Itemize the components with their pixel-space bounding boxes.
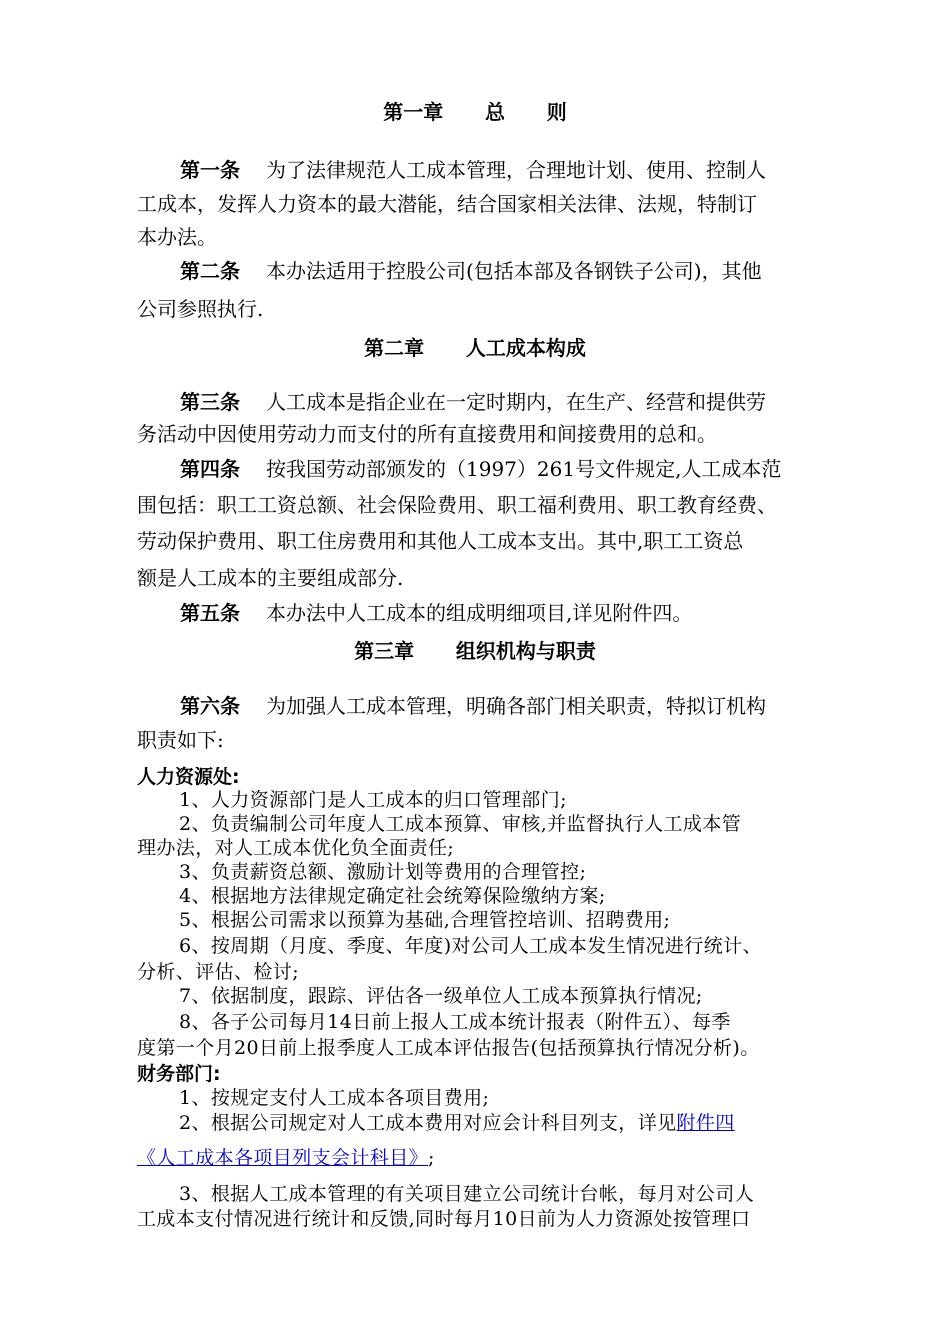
article-3-line-1: 第三条 人工成本是指企业在一定时期内，在生产、经营和提供劳 <box>180 390 766 414</box>
finance-item-1: 1、按规定支付人工成本各项目费用; <box>179 1087 490 1109</box>
hr-heading: 人力资源处: <box>137 766 240 788</box>
hr-item-7: 7、依据制度，跟踪、评估各一级单位人工成本预算执行情况; <box>179 985 703 1007</box>
article-3-label: 第三条 <box>180 390 240 414</box>
article-5-label: 第五条 <box>180 601 240 625</box>
finance-item-2-line-1: 2、根据公司规定对人工成本费用对应会计科目列支，详见附件四 <box>179 1112 735 1134</box>
hr-item-8-line-2: 度第一个月20日前上报季度人工成本评估报告(包括预算执行情况分析)。 <box>137 1037 760 1059</box>
article-6-line-1: 第六条 为加强人工成本管理，明确各部门相关职责，特拟订机构 <box>180 694 766 718</box>
hr-item-6-line-2: 分析、评估、检讨; <box>137 961 300 983</box>
chapter-3-title: 第三章 组织机构与职责 <box>354 639 596 663</box>
appendix-4-link[interactable]: 附件四 <box>676 1112 735 1134</box>
article-2-line-1: 第二条 本办法适用于控股公司(包括本部及各钢铁子公司)，其他 <box>180 259 762 283</box>
appendix-4-title-link[interactable]: 《人工成本各项目列支会计科目》 <box>137 1147 429 1169</box>
finance-item-2-line-2: 《人工成本各项目列支会计科目》; <box>137 1147 435 1169</box>
article-1-line-2: 工成本，发挥人力资本的最大潜能，结合国家相关法律、法规，特制订 <box>137 192 757 216</box>
hr-item-4: 4、根据地方法律规定确定社会统筹保险缴纳方案; <box>179 885 606 907</box>
finance-item-3-line-1: 3、根据人工成本管理的有关项目建立公司统计台帐，每月对公司人 <box>179 1183 755 1205</box>
hr-item-8-line-1: 8、各子公司每月14日前上报人工成本统计报表（附件五）、每季 <box>179 1011 731 1033</box>
hr-item-6-line-1: 6、按周期（月度、季度、年度)对公司人工成本发生情况进行统计、 <box>179 935 762 957</box>
article-3-line-2: 务活动中因使用劳动力而支付的所有直接费用和间接费用的总和。 <box>137 422 717 446</box>
hr-item-5: 5、根据公司需求以预算为基础,合理管控培训、招聘费用; <box>179 909 671 931</box>
hr-item-2-line-2: 理办法，对人工成本优化负全面责任; <box>137 837 455 859</box>
article-1-line-3: 本办法。 <box>137 225 217 249</box>
article-4-label: 第四条 <box>180 457 240 481</box>
chapter-1-title: 第一章 总 则 <box>383 100 567 124</box>
article-4-line-3: 劳动保护费用、职工住房费用和其他人工成本支出。其中,职工工资总 <box>137 529 744 553</box>
article-2-line-2: 公司参照执行. <box>137 297 264 321</box>
article-5-line-1: 第五条 本办法中人工成本的组成明细项目,详见附件四。 <box>180 601 693 625</box>
hr-item-2-line-1: 2、负责编制公司年度人工成本预算、审核,并监督执行人工成本管 <box>179 813 742 835</box>
article-1-label: 第一条 <box>180 158 240 182</box>
finance-item-3-line-2: 工成本支付情况进行统计和反馈,同时每月10日前为人力资源处按管理口 <box>137 1208 751 1230</box>
article-4-line-2: 围包括：职工工资总额、社会保险费用、职工福利费用、职工教育经费、 <box>137 493 777 517</box>
article-6-label: 第六条 <box>180 694 240 718</box>
finance-heading: 财务部门: <box>137 1063 221 1085</box>
article-2-label: 第二条 <box>180 259 240 283</box>
article-1-line-1: 第一条 为了法律规范人工成本管理，合理地计划、使用、控制人 <box>180 158 766 182</box>
hr-item-1: 1、人力资源部门是人工成本的归口管理部门; <box>179 789 567 811</box>
hr-item-3: 3、负责薪资总额、激励计划等费用的合理管控; <box>179 861 587 883</box>
article-4-line-1: 第四条 按我国劳动部颁发的（1997）261号文件规定,人工成本范 <box>180 457 782 481</box>
article-6-line-2: 职责如下: <box>137 728 224 752</box>
chapter-2-title: 第二章 人工成本构成 <box>364 336 586 360</box>
article-4-line-4: 额是人工成本的主要组成部分. <box>137 566 404 590</box>
